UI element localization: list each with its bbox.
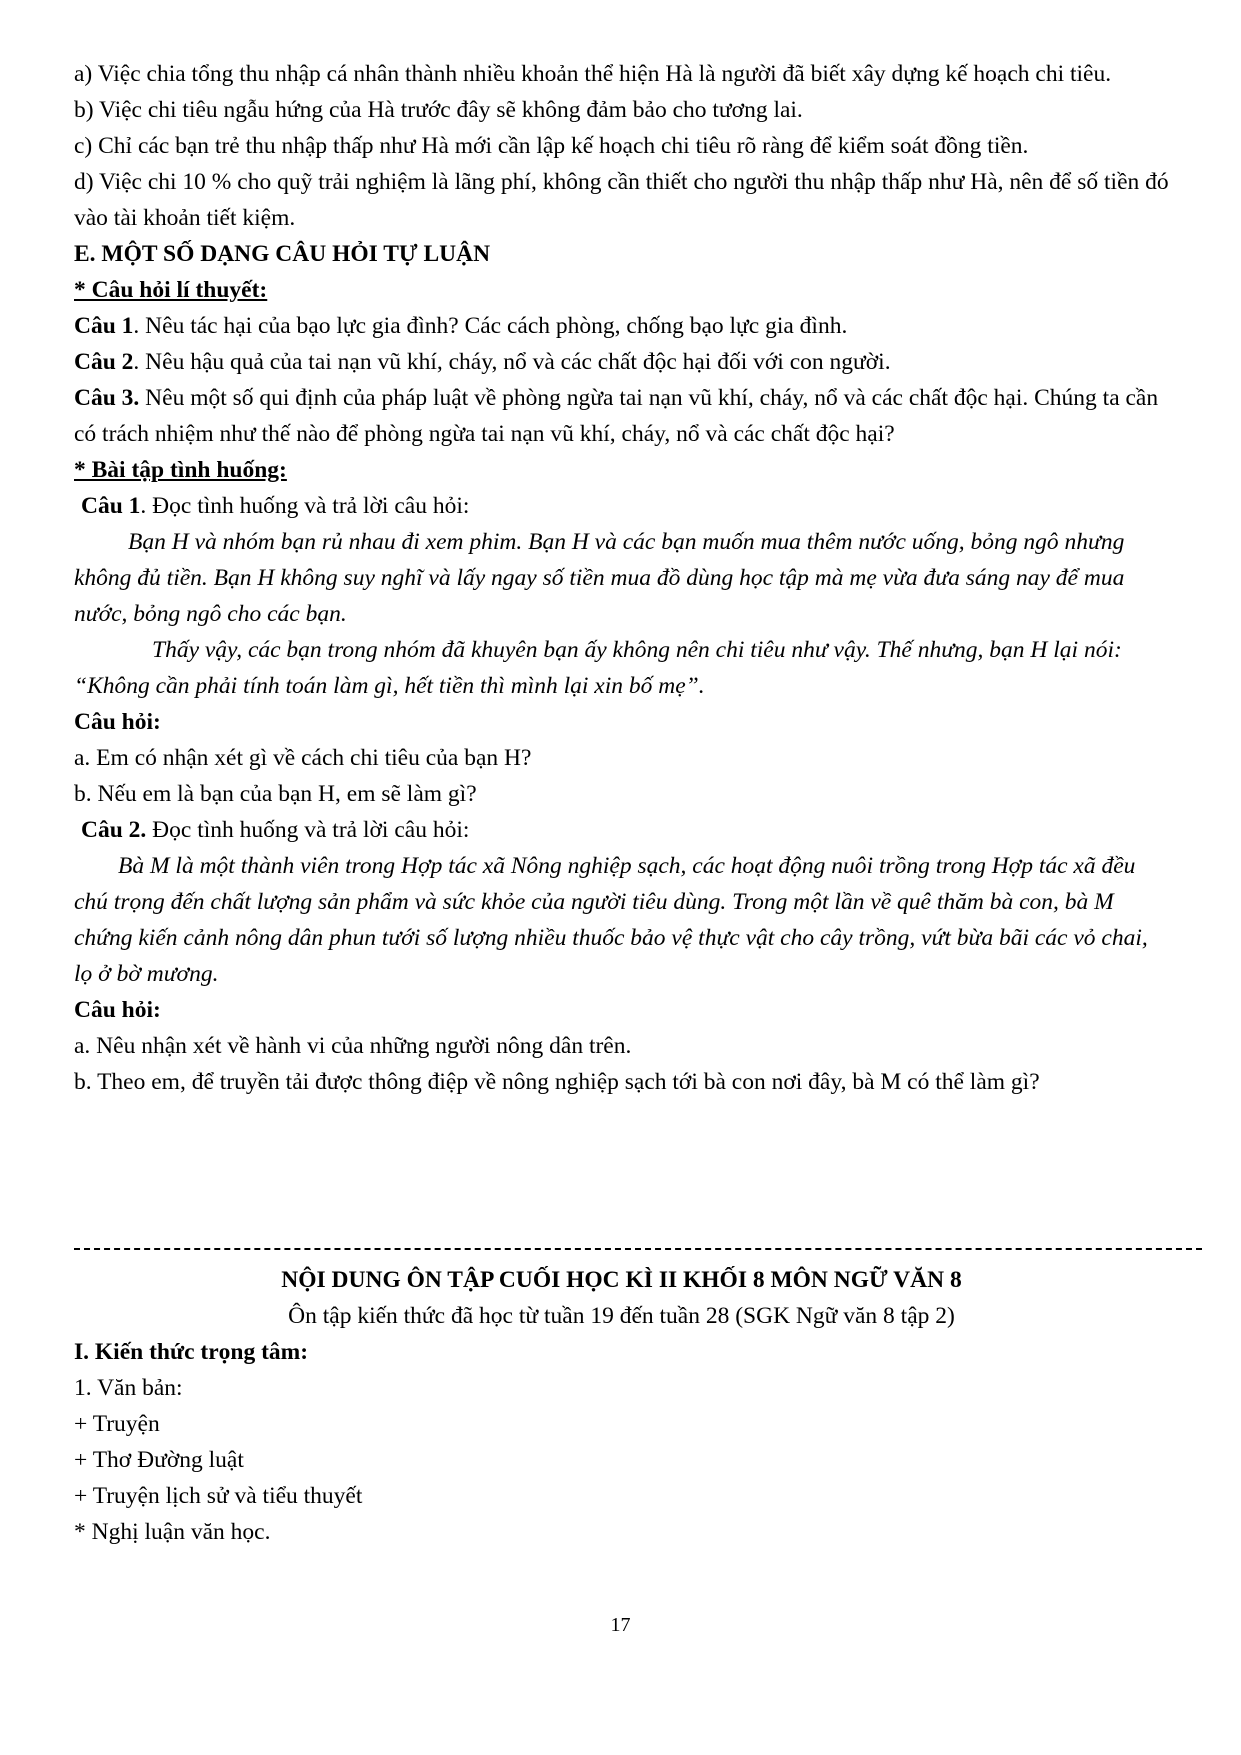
situation-2-questions-heading: Câu hỏi:: [74, 997, 161, 1023]
situation-2-paragraph: Bà M là một thành viên trong Hợp tác xã Nông nghiệp sạch, các hoạt động nuôi trồng trong Hợp tác xã đều chú trọng đến chất lượng sản phẩm và sức khỏe của người tiêu dùng. Trong một lần về quê thăm bà con, bà M chứng kiến cảnh nông dân phun tưới số lượng nhiều thuốc bảo vệ thực vật cho cây trồng, vứt bừa bãi các vỏ chai, lọ ở bờ mương.: [74, 853, 1148, 987]
situation-1-intro: [74, 488, 1169, 524]
situation-1-questions-heading: Câu hỏi:: [74, 709, 161, 735]
situation-1-paragraph-1: Bạn H và nhóm bạn rủ nhau đi xem phim. Bạn H và các bạn muốn mua thêm nước uống, bỏng ngô nhưng không đủ tiền. Bạn H không suy nghĩ và lấy ngay số tiền mua đồ dùng học tập mà mẹ vừa đưa sáng nay để mua nước, bỏng ngô cho các bạn.: [74, 529, 1125, 627]
situation-2-question-b: b. Theo em, để truyền tải được thông điệp về nông nghiệp sạch tới bà con nơi đây, bà M có thể làm gì?: [74, 1069, 1040, 1095]
situation-heading: * Bài tập tình huống:: [74, 457, 287, 483]
section-divider: [74, 1248, 1202, 1250]
key-knowledge-heading: I. Kiến thức trọng tâm:: [74, 1339, 309, 1365]
answer-option-a: a) Việc chia tổng thu nhập cá nhân thành nhiều khoản thể hiện Hà là người đã biết xây dựng kế hoạch chi tiêu.: [74, 61, 1112, 87]
theory-question-1: [74, 308, 1169, 344]
question-text: Nêu một số qui định của pháp luật về phòng ngừa tai nạn vũ khí, cháy, nổ và các chất độc hại. Chúng ta cần có trách nhiệm như thế nào để phòng ngừa tai nạn vũ khí, cháy, nổ và các chất độc hại?: [74, 385, 1159, 447]
list-item: * Nghị luận văn học.: [74, 1519, 271, 1545]
situation-1-question-a: a. Em có nhận xét gì về cách chi tiêu của bạn H?: [74, 745, 532, 771]
question-text: . Nêu hậu quả của tai nạn vũ khí, cháy, nổ và các chất độc hại đối với con người.: [133, 349, 891, 375]
question-text: . Đọc tình huống và trả lời câu hỏi:: [140, 493, 470, 519]
literature-review-section: [74, 1262, 1169, 1550]
answer-option-b: b) Việc chi tiêu ngẫu hứng của Hà trước đây sẽ không đảm bảo cho tương lai.: [74, 97, 803, 123]
list-item: + Thơ Đường luật: [74, 1447, 244, 1473]
literature-subtitle: Ôn tập kiến thức đã học từ tuần 19 đến tuần 28 (SGK Ngữ văn 8 tập 2): [288, 1303, 955, 1329]
section-e-heading: E. MỘT SỐ DẠNG CÂU HỎI TỰ LUẬN: [74, 241, 491, 267]
answer-option-d: d) Việc chi 10 % cho quỹ trải nghiệm là lãng phí, không cần thiết cho người thu nhập thấp như Hà, nên để số tiền đó vào tài khoản tiết kiệm.: [74, 169, 1169, 231]
question-label: Câu 3.: [74, 385, 140, 411]
situation-1-paragraph-2: Thấy vậy, các bạn trong nhóm đã khuyên bạn ấy không nên chi tiêu như vậy. Thế nhưng, bạn H lại nói: “Không cần phải tính toán làm gì, hết tiền thì mình lại xin bố mẹ”.: [74, 637, 1122, 699]
literature-title: NỘI DUNG ÔN TẬP CUỐI HỌC KÌ II KHỐI 8 MÔN NGỮ VĂN 8: [281, 1267, 962, 1293]
page-number: 17: [610, 1614, 631, 1636]
question-label: Câu 2.: [81, 817, 147, 843]
list-item: + Truyện: [74, 1411, 160, 1437]
theory-question-2: [74, 344, 1169, 380]
list-item: + Truyện lịch sử và tiểu thuyết: [74, 1483, 363, 1509]
question-text: . Nêu tác hại của bạo lực gia đình? Các cách phòng, chống bạo lực gia đình.: [133, 313, 848, 339]
situation-1-question-b: b. Nếu em là bạn của bạn H, em sẽ làm gì?: [74, 781, 477, 807]
answer-option-c: c) Chỉ các bạn trẻ thu nhập thấp như Hà mới cần lập kế hoạch chi tiêu rõ ràng để kiểm soát đồng tiền.: [74, 133, 1029, 159]
list-item: 1. Văn bản:: [74, 1375, 183, 1401]
situation-2-question-a: a. Nêu nhận xét về hành vi của những người nông dân trên.: [74, 1033, 632, 1059]
question-label: Câu 1: [81, 493, 141, 519]
document-body: [74, 56, 1169, 1100]
theory-question-3: [74, 380, 1169, 452]
question-label: Câu 2: [74, 349, 134, 375]
situation-2-intro: [74, 812, 1169, 848]
theory-heading: * Câu hỏi lí thuyết:: [74, 277, 268, 303]
question-text: Đọc tình huống và trả lời câu hỏi:: [146, 817, 470, 843]
question-label: Câu 1: [74, 313, 134, 339]
